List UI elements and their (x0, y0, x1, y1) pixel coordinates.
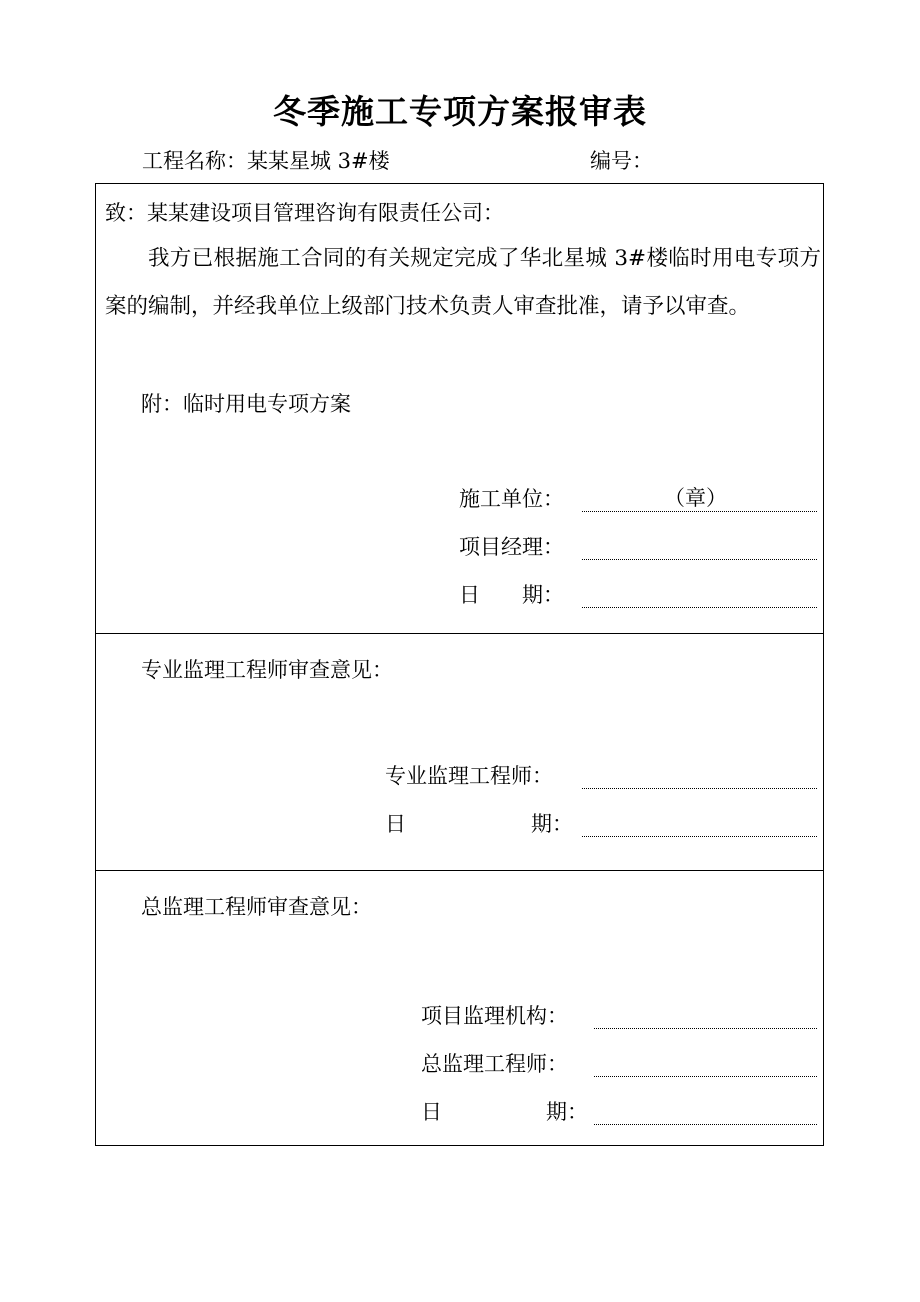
specialist-opinion-heading: 专业监理工程师审查意见： (141, 658, 393, 682)
chief-review-section (96, 870, 823, 1145)
addressee-line: 致：某某建设项目管理咨询有限责任公司： (105, 201, 504, 225)
specialist-review-section (96, 633, 823, 871)
chief-date-field[interactable] (594, 1124, 817, 1125)
chief-date-label-left: 日 (421, 1100, 442, 1124)
project-name: 工程名称：某某星城 3#楼 (142, 149, 390, 173)
specialist-engineer-label: 专业监理工程师： (385, 764, 553, 788)
contractor-date-field[interactable] (582, 607, 817, 608)
specialist-engineer-field[interactable] (582, 788, 817, 789)
specialist-date-label-left: 日 (385, 812, 406, 836)
contractor-date-label: 日 期： (459, 583, 564, 607)
serial-number-label: 编号： (590, 149, 653, 173)
supervision-institution-label: 项目监理机构： (421, 1004, 568, 1028)
project-manager-label: 项目经理： (459, 535, 564, 559)
chief-engineer-label: 总监理工程师： (421, 1052, 568, 1076)
specialist-date-label-right: 期： (531, 812, 573, 836)
chief-engineer-field[interactable] (594, 1076, 817, 1077)
stamp-label: （章） (664, 486, 727, 510)
specialist-date-field[interactable] (582, 836, 817, 837)
supervision-institution-field[interactable] (594, 1028, 817, 1029)
submission-paragraph: 我方已根据施工合同的有关规定完成了华北星城 3#楼临时用电专项方案的编制，并经我单位上级部门技术负责人审查批准，请予以审查。 (105, 246, 821, 319)
construction-unit-label: 施工单位： (459, 487, 564, 511)
chief-date-label-right: 期： (546, 1100, 588, 1124)
contractor-section (96, 184, 823, 634)
chief-opinion-heading: 总监理工程师审查意见： (141, 895, 372, 919)
attachment-line: 附：临时用电专项方案 (141, 392, 351, 416)
page-title: 冬季施工专项方案报审表 (273, 92, 647, 131)
approval-form (95, 183, 824, 1146)
project-manager-field[interactable] (582, 559, 817, 560)
